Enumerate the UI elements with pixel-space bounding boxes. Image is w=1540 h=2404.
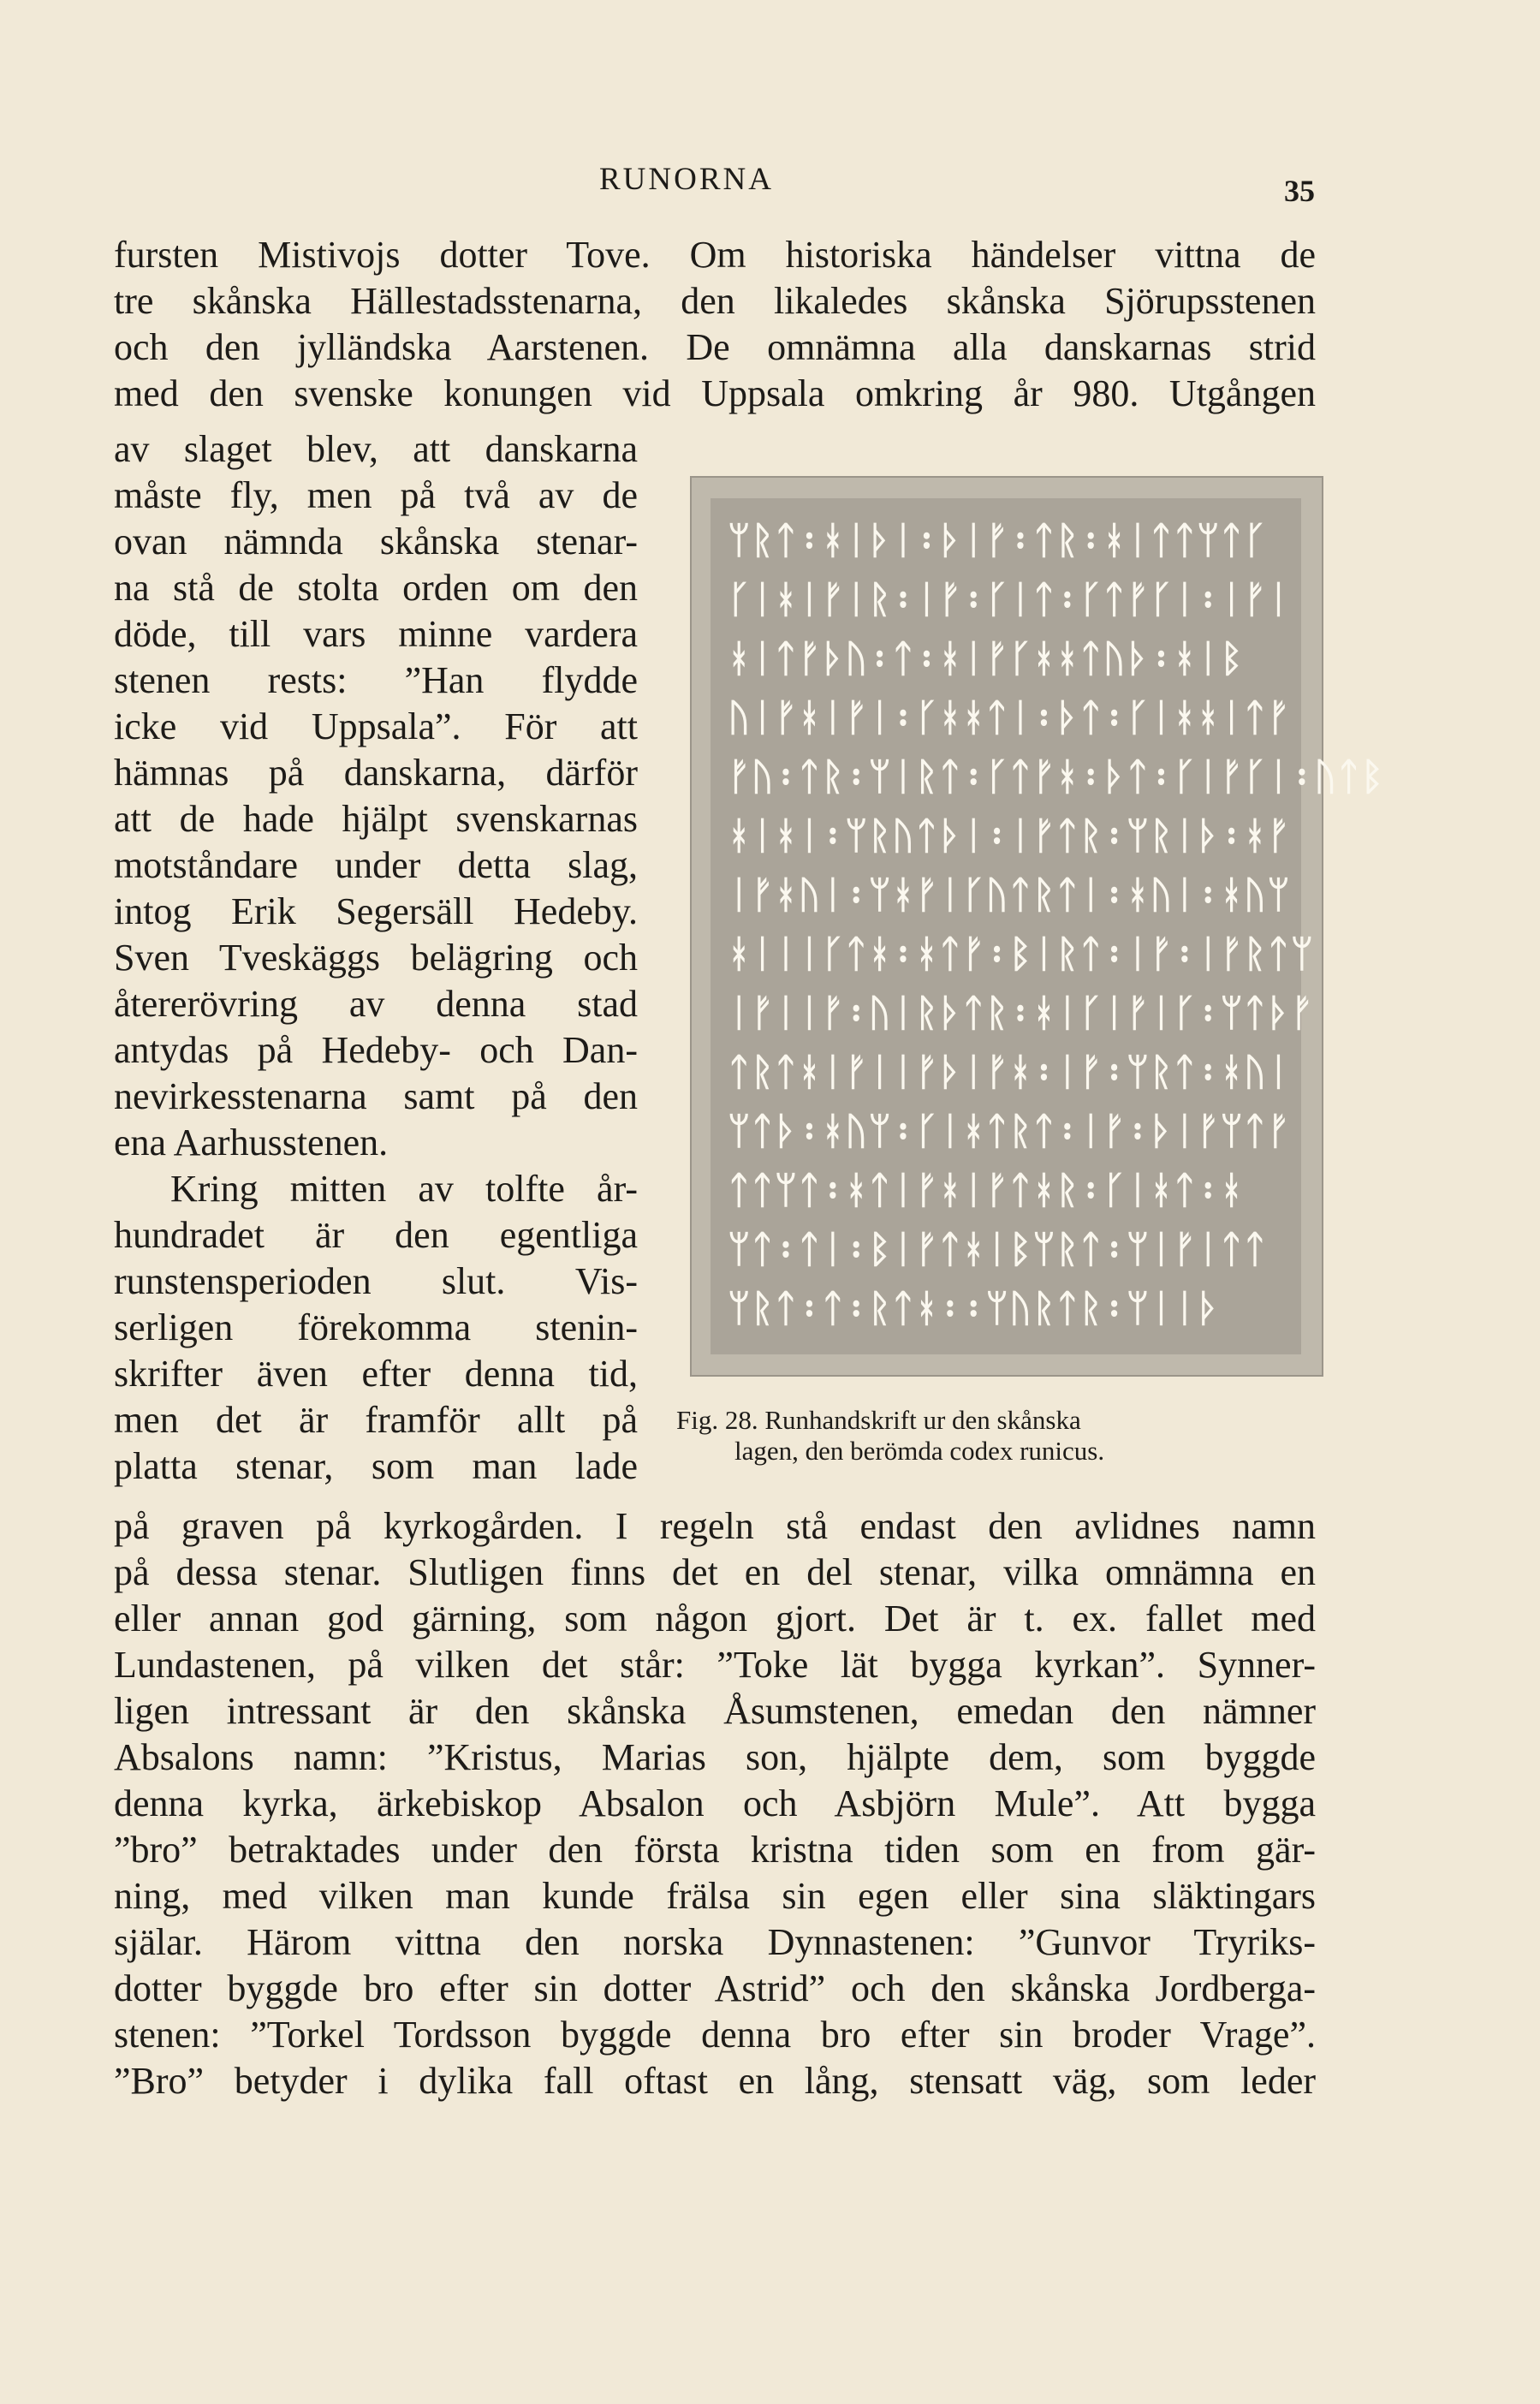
text-line: fursten Mistivojs dotter Tove. Om historiska händelser vittna de — [114, 234, 1316, 276]
text-line: ning, med vilken man kunde frälsa sin egen eller sina släktingars — [114, 1875, 1316, 1917]
text-line: måste fly, men på två av de — [114, 474, 638, 516]
rune-line: ᛘᛏ᛬ᛏᛁ᛬ᛒᛁᚠᛏᚼᛁᛒᛘᚱᛏ᛬ᛘᛁᚠᛁᛏᛏ — [728, 1228, 1268, 1271]
text-line: på dessa stenar. Slutligen finns det en del stenar, vilka omnämna en — [114, 1551, 1316, 1593]
rune-line: ᛁᚠᛁᛁᚠ᛬ᚢᛁᚱᚦᛏᚱ᛬ᚼᛁᚴᛁᚠᛁᚴ᛬ᛘᛏᚦᚠ — [728, 991, 1314, 1035]
text-line: denna kyrka, ärkebiskop Absalon och Asbjörn Mule”. Att bygga — [114, 1782, 1316, 1824]
text-line: ligen intressant är den skånska Åsumstenen, emedan den nämner — [114, 1690, 1316, 1732]
rune-line: ᛏᛏᛘᛏ᛬ᚼᛏᛁᚠᚼᛁᚠᛏᚼᚱ᛬ᚴᛁᚼᛏ᛬ᚼ — [728, 1169, 1244, 1212]
runic-manuscript-page — [711, 498, 1385, 1354]
rune-line: ᚼᛁᛏᚠᚦᚢ᛬ᛏ᛬ᚼᛁᚠᚴᚼᚼᛏᚢᚦ᛬ᚼᛁᛒ — [728, 637, 1244, 681]
text-line: Lundastenen, på vilken det står: ”Toke lät bygga kyrkan”. Synner- — [114, 1644, 1316, 1686]
rune-line: ᛘᚱᛏ᛬ᛏ᛬ᚱᛏᚼ᛬᛬ᛘᚢᚱᛏᚱ᛬ᛘᛁᛁᚦ — [728, 1287, 1221, 1330]
text-line: och den jylländska Aarstenen. De omnämna alla danskarnas strid — [114, 326, 1316, 368]
rune-line: ᚢᛁᚠᚼᛁᚠᛁ᛬ᚴᚼᚼᛏᛁ᛬ᚦᛏ᛬ᚴᛁᚼᚼᛁᛏᚠ — [728, 696, 1291, 740]
rune-line: ᛘᛏᚦ᛬ᚼᚢᛘ᛬ᚴᛁᚼᛏᚱᛏ᛬ᛁᚠ᛬ᚦᛁᚠᛘᛏᚠ — [728, 1110, 1291, 1153]
text-line: Kring mitten av tolfte år- — [170, 1168, 638, 1210]
text-line: tre skånska Hällestadsstenarna, den likaledes skånska Sjörupsstenen — [114, 280, 1316, 322]
text-line: ena Aarhusstenen. — [114, 1122, 389, 1163]
text-line: serligen förekomma stenin- — [114, 1306, 638, 1348]
text-line: ”Bro” betyder i dylika fall oftast en lång, stensatt väg, som leder — [114, 2060, 1316, 2102]
text-line: dotter byggde bro efter sin dotter Astrid” och den skånska Jordberga- — [114, 1967, 1316, 2009]
text-line: ovan nämnda skånska stenar- — [114, 521, 638, 562]
text-line: eller annan god gärning, som någon gjort. Det är t. ex. fallet med — [114, 1598, 1316, 1639]
text-line: motståndare under detta slag, — [114, 844, 638, 886]
text-line: på graven på kyrkogården. I regeln stå endast den avlidnes namn — [114, 1505, 1316, 1547]
text-line: Absalons namn: ”Kristus, Marias son, hjälpte dem, som byggde — [114, 1736, 1316, 1778]
figure-28-image — [690, 476, 1385, 1377]
text-line: Sven Tveskäggs belägring och — [114, 937, 638, 979]
running-title: RUNORNA — [599, 162, 774, 197]
text-line: intog Erik Segersäll Hedeby. — [114, 890, 638, 932]
figure-caption-line1: Fig. 28. Runhandskrift ur den skånska — [676, 1405, 1081, 1435]
text-line: stenen rests: ”Han flydde — [114, 659, 638, 701]
figure-caption-line2: lagen, den berömda codex runicus. — [734, 1436, 1105, 1466]
rune-line: ᛁᚠᚼᚢᛁ᛬ᛘᚼᚠᛁᚴᚢᛏᚱᛏᛁ᛬ᚼᚢᛁ᛬ᚼᚢᛘ — [728, 873, 1291, 917]
text-line: platta stenar, som man lade — [114, 1445, 638, 1487]
rune-line: ᚼᛁᚼᛁ᛬ᛘᚱᚢᛏᚦᛁ᛬ᛁᚠᛏᚱ᛬ᛘᚱᛁᚦ᛬ᚼᚠ — [728, 814, 1291, 858]
text-line: hämnas på danskarna, därför — [114, 752, 638, 794]
text-line: med den svenske konungen vid Uppsala omkring år 980. Utgången — [114, 372, 1316, 414]
text-line: skrifter även efter denna tid, — [114, 1353, 638, 1395]
rune-line: ᚴᛁᚼᛁᚠᛁᚱ᛬ᛁᚠ᛬ᚴᛁᛏ᛬ᚴᛏᚠᚴᛁ᛬ᛁᚠᛁ — [728, 578, 1291, 622]
rune-line: ᚠᚢ᛬ᛏᚱ᛬ᛘᛁᚱᛏ᛬ᚴᛏᚠᚼ᛬ᚦᛏ᛬ᚴᛁᚠᚴᛁ᛬ᚢᛏᛒ — [728, 755, 1385, 799]
text-line: återerövring av denna stad — [114, 983, 638, 1025]
page-number: 35 — [1284, 174, 1315, 208]
rune-line: ᛏᚱᛏᚼᛁᚠᛁᛁᚠᚦᛁᚠᚼ᛬ᛁᚠ᛬ᛘᚱᛏ᛬ᚼᚢᛁ — [728, 1050, 1291, 1094]
text-line: döde, till vars minne vardera — [114, 613, 638, 655]
text-line: själar. Härom vittna den norska Dynnastenen: ”Gunvor Tryriks- — [114, 1921, 1316, 1963]
text-line: na stå de stolta orden om den — [114, 567, 638, 609]
text-line: hundradet är den egentliga — [114, 1214, 638, 1256]
rune-line: ᛘᚱᛏ᛬ᚼᛁᚦᛁ᛬ᚦᛁᚠ᛬ᛏᚱ᛬ᚼᛁᛏᛏᛘᛏᚴ — [728, 519, 1268, 562]
text-line: runstensperioden slut. Vis- — [114, 1260, 638, 1302]
rune-line: ᚼᛁᛁᛁᚴᛏᚼ᛬ᚼᛏᚠ᛬ᛒᛁᚱᛏ᛬ᛁᚠ᛬ᛁᚠᚱᛏᛘ — [728, 932, 1314, 976]
text-line: av slaget blev, att danskarna — [114, 428, 638, 470]
text-line: icke vid Uppsala”. För att — [114, 705, 638, 747]
text-line: nevirkesstenarna samt på den — [114, 1075, 638, 1117]
text-line: att de hade hjälpt svenskarnas — [114, 798, 638, 840]
text-line: ”bro” betraktades under den första kristna tiden som en from gär- — [114, 1829, 1316, 1871]
text-line: antydas på Hedeby- och Dan- — [114, 1029, 638, 1071]
text-line: men det är framför allt på — [114, 1399, 638, 1441]
text-line: stenen: ”Torkel Tordsson byggde denna bro efter sin broder Vrage”. — [114, 2014, 1316, 2056]
